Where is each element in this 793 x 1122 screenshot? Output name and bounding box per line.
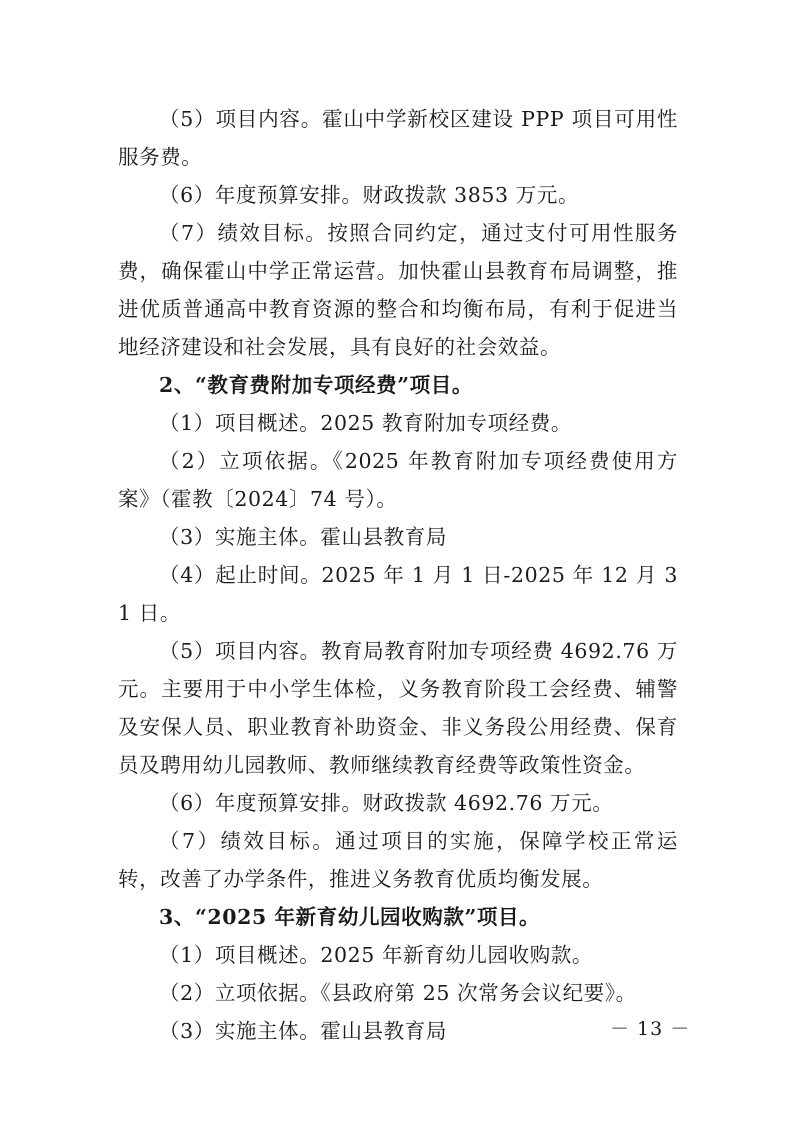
paragraph-performance-goal: （7）绩效目标。通过项目的实施，保障学校正常运转，改善了办学条件，推进义务教育优质均衡发展。 bbox=[118, 829, 678, 891]
section-heading-kindergarten-purchase: 3、“2025 年新育幼儿园收购款”项目。 bbox=[159, 905, 541, 929]
paragraph-project-content: （5）项目内容。霍山中学新校区建设 PPP 项目可用性服务费。 bbox=[118, 107, 678, 169]
page-number: － 13 － bbox=[610, 1018, 691, 1040]
paragraph-project-basis: （2）立项依据。《2025 年教育附加专项经费使用方案》（霍教〔2024〕74 号）。 bbox=[118, 449, 678, 511]
paragraph-annual-budget: （6）年度预算安排。财政拨款 4692.76 万元。 bbox=[159, 791, 614, 815]
paragraph-time-period: （4）起止时间。2025 年 1 月 1 日-2025 年 12 月 31 日。 bbox=[118, 563, 678, 625]
paragraph-project-overview: （1）项目概述。2025 年新育幼儿园收购款。 bbox=[159, 943, 594, 967]
paragraph-annual-budget: （6）年度预算安排。财政拨款 3853 万元。 bbox=[159, 183, 580, 207]
paragraph-implementing-body: （3）实施主体。霍山县教育局 bbox=[159, 525, 447, 549]
paragraph-project-basis: （2）立项依据。《县政府第 25 次常务会议纪要》。 bbox=[159, 981, 637, 1005]
paragraph-implementing-body: （3）实施主体。霍山县教育局 bbox=[159, 1019, 447, 1043]
document-body bbox=[118, 100, 678, 1050]
section-heading-education-surcharge: 2、“教育费附加专项经费”项目。 bbox=[159, 373, 473, 397]
paragraph-project-content: （5）项目内容。教育局教育附加专项经费 4692.76 万元。主要用于中小学生体检，义务教育阶段工会经费、辅警及安保人员、职业教育补助资金、非义务段公用经费、保育员及聘用幼儿园教师、教师继续教育经费等政策性资金。 bbox=[118, 639, 678, 777]
paragraph-project-overview: （1）项目概述。2025 教育附加专项经费。 bbox=[159, 411, 572, 435]
paragraph-performance-goal: （7）绩效目标。按照合同约定，通过支付可用性服务费，确保霍山中学正常运营。加快霍山县教育布局调整，推进优质普通高中教育资源的整合和均衡布局，有利于促进当地经济建设和社会发展，具有良好的社会效益。 bbox=[118, 221, 678, 359]
